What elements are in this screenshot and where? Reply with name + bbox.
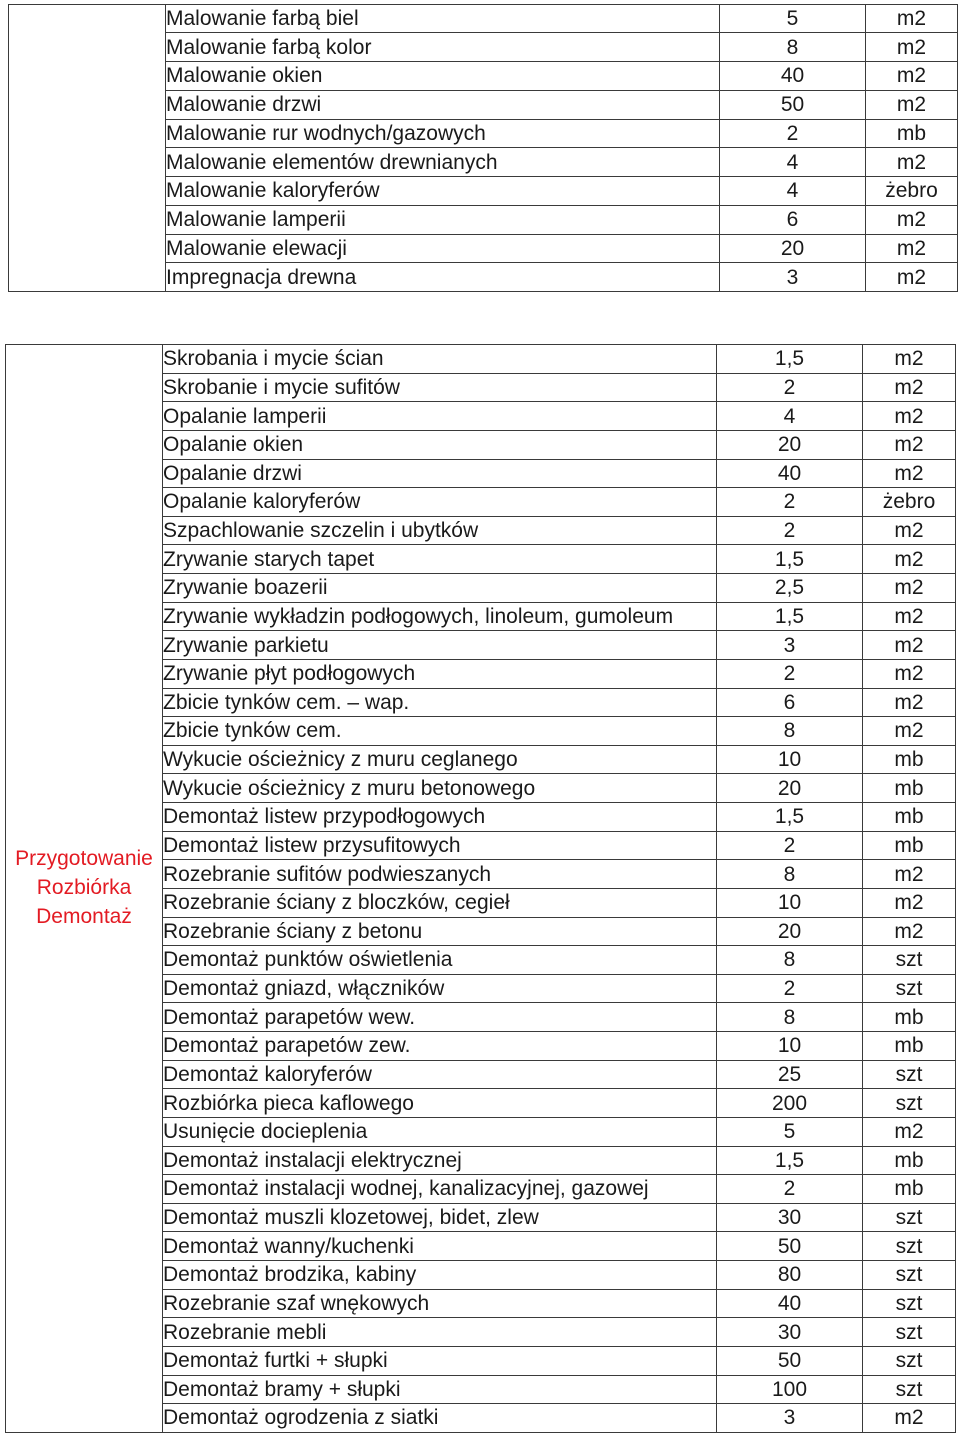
category-cell — [9, 4, 166, 292]
item-value-cell: 30 — [717, 1203, 863, 1232]
item-value-cell: 10 — [717, 888, 863, 917]
item-description-cell: Rozebranie ściany z bloczków, cegieł — [163, 888, 717, 917]
item-description-cell: Demontaż wanny/kuchenki — [163, 1232, 717, 1261]
item-value-cell: 6 — [717, 688, 863, 717]
item-value-cell: 2 — [717, 373, 863, 402]
item-description-cell: Demontaż parapetów wew. — [163, 1003, 717, 1032]
table-body — [6, 345, 956, 1433]
item-unit-cell: szt — [863, 974, 956, 1003]
item-description-cell: Demontaż brodzika, kabiny — [163, 1261, 717, 1290]
category-label: Przygotowanie — [15, 847, 153, 871]
item-unit-cell: m2 — [866, 148, 958, 177]
item-unit-cell: m2 — [866, 62, 958, 91]
item-unit-cell: mb — [863, 1146, 956, 1175]
item-description-cell: Demontaż listew przypodłogowych — [163, 803, 717, 832]
item-unit-cell: m2 — [863, 717, 956, 746]
item-description-cell: Zrywanie wykładzin podłogowych, linoleum, gumoleum — [163, 602, 717, 631]
painting-price-table — [8, 4, 958, 293]
item-unit-cell: mb — [863, 1175, 956, 1204]
item-description-cell: Malowanie okien — [166, 62, 720, 91]
item-value-cell: 8 — [717, 1003, 863, 1032]
item-unit-cell: m2 — [863, 917, 956, 946]
item-value-cell: 10 — [717, 745, 863, 774]
item-description-cell: Usunięcie docieplenia — [163, 1117, 717, 1146]
item-unit-cell: mb — [863, 831, 956, 860]
item-unit-cell: m2 — [866, 33, 958, 62]
item-value-cell: 2 — [717, 831, 863, 860]
item-description-cell: Opalanie drzwi — [163, 459, 717, 488]
item-description-cell: Zrywanie boazerii — [163, 574, 717, 603]
item-unit-cell: szt — [863, 1261, 956, 1290]
item-description-cell: Opalanie lamperii — [163, 402, 717, 431]
item-description-cell: Zrywanie płyt podłogowych — [163, 659, 717, 688]
category-cell — [6, 345, 163, 1433]
item-description-cell: Rozebranie szaf wnękowych — [163, 1289, 717, 1318]
item-value-cell: 2 — [717, 659, 863, 688]
item-description-cell: Demontaż punktów oświetlenia — [163, 946, 717, 975]
item-description-cell: Impregnacja drewna — [166, 263, 720, 292]
item-unit-cell: mb — [863, 1032, 956, 1061]
item-value-cell: 20 — [720, 234, 866, 263]
item-description-cell: Malowanie farbą kolor — [166, 33, 720, 62]
item-unit-cell: m2 — [866, 234, 958, 263]
item-value-cell: 8 — [717, 717, 863, 746]
item-value-cell: 1,5 — [717, 345, 863, 374]
item-description-cell: Szpachlowanie szczelin i ubytków — [163, 516, 717, 545]
item-value-cell: 6 — [720, 205, 866, 234]
item-description-cell: Zrywanie parkietu — [163, 631, 717, 660]
item-value-cell: 2 — [717, 516, 863, 545]
item-unit-cell: mb — [863, 745, 956, 774]
item-unit-cell: szt — [863, 1203, 956, 1232]
item-unit-cell: m2 — [863, 860, 956, 889]
item-value-cell: 5 — [720, 4, 866, 33]
item-unit-cell: m2 — [863, 430, 956, 459]
item-description-cell: Rozebranie ściany z betonu — [163, 917, 717, 946]
item-unit-cell: m2 — [863, 373, 956, 402]
item-value-cell: 1,5 — [717, 803, 863, 832]
item-description-cell: Demontaż instalacji elektrycznej — [163, 1146, 717, 1175]
item-value-cell: 50 — [717, 1346, 863, 1375]
item-description-cell: Wykucie ościeżnicy z muru betonowego — [163, 774, 717, 803]
item-unit-cell: szt — [863, 1060, 956, 1089]
item-description-cell: Malowanie elementów drewnianych — [166, 148, 720, 177]
item-value-cell: 10 — [717, 1032, 863, 1061]
item-unit-cell: żebro — [863, 488, 956, 517]
item-value-cell: 50 — [717, 1232, 863, 1261]
item-value-cell: 80 — [717, 1261, 863, 1290]
item-description-cell: Demontaż furtki + słupki — [163, 1346, 717, 1375]
item-value-cell: 2 — [720, 119, 866, 148]
item-unit-cell: szt — [863, 1375, 956, 1404]
item-value-cell: 20 — [717, 430, 863, 459]
item-unit-cell: szt — [863, 1089, 956, 1118]
item-value-cell: 200 — [717, 1089, 863, 1118]
item-value-cell: 8 — [717, 946, 863, 975]
item-unit-cell: m2 — [863, 574, 956, 603]
item-description-cell: Demontaż bramy + słupki — [163, 1375, 717, 1404]
item-description-cell: Demontaż gniazd, włączników — [163, 974, 717, 1003]
item-value-cell: 30 — [717, 1318, 863, 1347]
item-value-cell: 1,5 — [717, 545, 863, 574]
item-unit-cell: m2 — [863, 888, 956, 917]
item-value-cell: 40 — [717, 1289, 863, 1318]
item-description-cell: Demontaż muszli klozetowej, bidet, zlew — [163, 1203, 717, 1232]
item-unit-cell: m2 — [863, 545, 956, 574]
item-unit-cell: szt — [863, 1289, 956, 1318]
item-unit-cell: m2 — [866, 263, 958, 292]
item-unit-cell: m2 — [866, 90, 958, 119]
item-unit-cell: szt — [863, 946, 956, 975]
item-unit-cell: żebro — [866, 177, 958, 206]
category-label: Rozbiórka — [36, 876, 132, 900]
item-value-cell: 4 — [720, 177, 866, 206]
item-unit-cell: m2 — [863, 659, 956, 688]
item-unit-cell: mb — [866, 119, 958, 148]
item-description-cell: Malowanie lamperii — [166, 205, 720, 234]
item-value-cell: 1,5 — [717, 602, 863, 631]
item-unit-cell: m2 — [863, 602, 956, 631]
item-description-cell: Opalanie okien — [163, 430, 717, 459]
item-value-cell: 5 — [717, 1117, 863, 1146]
item-value-cell: 40 — [720, 62, 866, 91]
item-description-cell: Demontaż listew przysufitowych — [163, 831, 717, 860]
item-unit-cell: m2 — [863, 459, 956, 488]
item-description-cell: Rozebranie mebli — [163, 1318, 717, 1347]
item-unit-cell: m2 — [863, 1117, 956, 1146]
item-description-cell: Rozbiórka pieca kaflowego — [163, 1089, 717, 1118]
item-unit-cell: szt — [863, 1232, 956, 1261]
item-description-cell: Opalanie kaloryferów — [163, 488, 717, 517]
item-value-cell: 40 — [717, 459, 863, 488]
item-description-cell: Demontaż parapetów zew. — [163, 1032, 717, 1061]
item-description-cell: Malowanie kaloryferów — [166, 177, 720, 206]
table-body — [9, 4, 958, 292]
demolition-price-table — [5, 344, 956, 1433]
item-unit-cell: mb — [863, 774, 956, 803]
item-value-cell: 20 — [717, 917, 863, 946]
item-unit-cell: m2 — [863, 631, 956, 660]
item-description-cell: Zrywanie starych tapet — [163, 545, 717, 574]
item-unit-cell: m2 — [863, 688, 956, 717]
item-value-cell: 3 — [720, 263, 866, 292]
item-description-cell: Demontaż kaloryferów — [163, 1060, 717, 1089]
item-value-cell: 100 — [717, 1375, 863, 1404]
item-value-cell: 8 — [720, 33, 866, 62]
item-value-cell: 2 — [717, 1175, 863, 1204]
item-description-cell: Zbicie tynków cem. — [163, 717, 717, 746]
item-value-cell: 1,5 — [717, 1146, 863, 1175]
item-value-cell: 2 — [717, 974, 863, 1003]
item-unit-cell: m2 — [863, 516, 956, 545]
item-unit-cell: szt — [863, 1346, 956, 1375]
item-description-cell: Rozebranie sufitów podwieszanych — [163, 860, 717, 889]
item-value-cell: 3 — [717, 631, 863, 660]
item-unit-cell: m2 — [866, 4, 958, 33]
item-value-cell: 3 — [717, 1404, 863, 1433]
item-unit-cell: szt — [863, 1318, 956, 1347]
category-label: Demontaż — [36, 904, 132, 928]
item-value-cell: 2,5 — [717, 574, 863, 603]
item-description-cell: Demontaż ogrodzenia z siatki — [163, 1404, 717, 1433]
item-description-cell: Malowanie drzwi — [166, 90, 720, 119]
item-value-cell: 20 — [717, 774, 863, 803]
item-value-cell: 25 — [717, 1060, 863, 1089]
item-value-cell: 4 — [720, 148, 866, 177]
item-description-cell: Skrobania i mycie ścian — [163, 345, 717, 374]
item-value-cell: 8 — [717, 860, 863, 889]
item-unit-cell: mb — [863, 1003, 956, 1032]
item-description-cell: Wykucie ościeżnicy z muru ceglanego — [163, 745, 717, 774]
item-value-cell: 4 — [717, 402, 863, 431]
table-row — [9, 4, 958, 33]
table-row — [6, 345, 956, 374]
item-description-cell: Malowanie farbą biel — [166, 4, 720, 33]
item-unit-cell: m2 — [866, 205, 958, 234]
item-unit-cell: m2 — [863, 1404, 956, 1433]
item-description-cell: Malowanie elewacji — [166, 234, 720, 263]
item-value-cell: 2 — [717, 488, 863, 517]
item-unit-cell: m2 — [863, 345, 956, 374]
item-unit-cell: mb — [863, 803, 956, 832]
item-description-cell: Demontaż instalacji wodnej, kanalizacyjnej, gazowej — [163, 1175, 717, 1204]
item-description-cell: Malowanie rur wodnych/gazowych — [166, 119, 720, 148]
item-unit-cell: m2 — [863, 402, 956, 431]
item-description-cell: Zbicie tynków cem. – wap. — [163, 688, 717, 717]
item-description-cell: Skrobanie i mycie sufitów — [163, 373, 717, 402]
item-value-cell: 50 — [720, 90, 866, 119]
